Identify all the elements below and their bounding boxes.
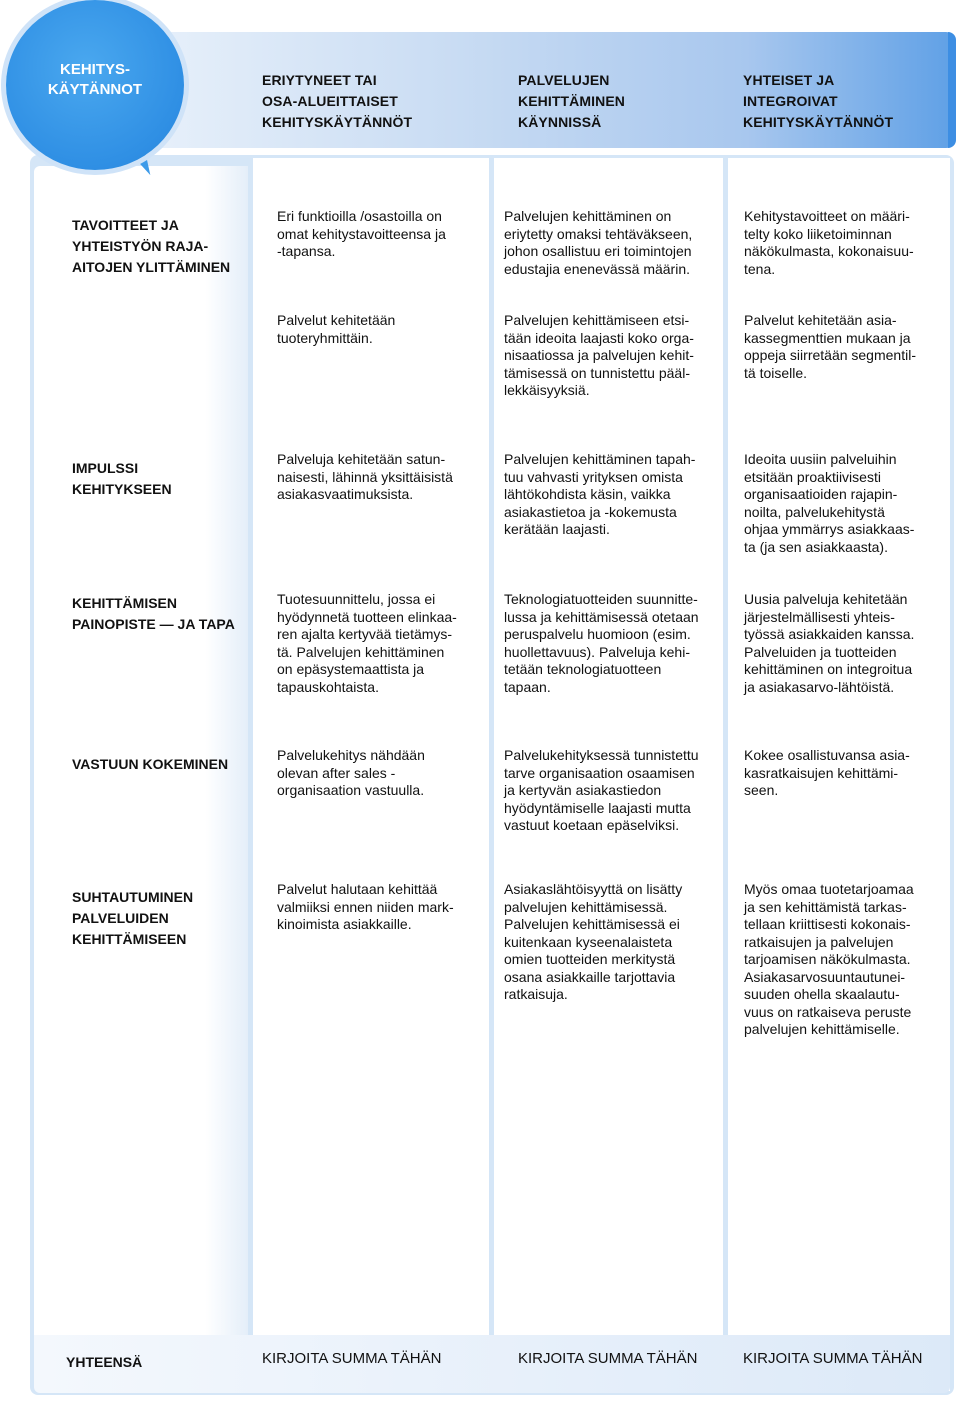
- cell-impulse-col3: Ideoita uusiin palveluihin etsitään proaktiivisesti organisaatioiden rajapin- noilta, palvelukehitystä ohjaa ymmärrys asiakkaas- ta (ja sen asiakkaasta).: [744, 451, 915, 555]
- cell-products-col2: Palvelujen kehittämiseen etsi- tään ideoita laajasti koko orga- nisaatiossa ja palvelujen kehit- tämisessä on tunnistettu pääl- lekkäisyyksiä.: [504, 312, 694, 398]
- cell-responsibility-col2: Palvelukehityksessä tunnistettu tarve organisaation osaamisen ja kertyvän asiakastiedon hyödyntämiselle laajasti mutta vastuut koetaan epäselviksi.: [504, 747, 699, 833]
- cell-responsibility-col3: Kokee osallistuvansa asia- kasratkaisujen kehittämi- seen.: [744, 747, 910, 798]
- row-label-responsibility: VASTUUN KOKEMINEN: [72, 756, 229, 772]
- bubble-title: KEHITYS- KÄYTÄNNOT: [47, 61, 143, 98]
- cell-impulse-col2: Palvelujen kehittäminen tapah- tuu vahvasti yrityksen omista lähtökohdista käsin, vaikka asiakastietoa ja -kokemusta kerätään laajasti.: [504, 451, 696, 537]
- cell-attitude-col2: Asiakaslähtöisyyttä on lisätty palvelujen kehittämisessä. Palvelujen kehittämisessä ei kuitenkaan kyseenalaisteta omien tuotteiden merkitystä osana asiakkaille tarjottavia ratkaisuja.: [504, 881, 683, 1002]
- footer-sum-field-1[interactable]: KIRJOITA SUMMA TÄHÄN: [262, 1350, 442, 1367]
- cell-goals-col1: Eri funktioilla /osastoilla on omat kehitystavoitteensa ja -tapansa.: [277, 208, 446, 259]
- footer-sum-field-3[interactable]: KIRJOITA SUMMA TÄHÄN: [743, 1350, 923, 1367]
- row-label-attitude: SUHTAUTUMINEN PALVELUIDEN KEHITTÄMISEEN: [72, 889, 194, 947]
- cell-goals-col2: Palvelujen kehittäminen on eriytetty omaksi tehtäväkseen, johon osallistuu eri toimintojen edustajia enenevässä määrin.: [504, 208, 693, 277]
- cell-attitude-col3: Myös omaa tuotetarjoamaa ja sen kehittämistä tarkas- tellaan kriittisesti kokonais- ratkaisujen ja palvelujen tarjoamisen näkökulmasta. Asiakasarvosuuntautunei- suuden ohella skaalautu- vuus on ratkaiseva peruste palvelujen kehittämiselle.: [744, 881, 914, 1037]
- footer-total-label: YHTEENSÄ: [66, 1354, 143, 1370]
- cell-responsibility-col1: Palvelukehitys nähdään olevan after sales - organisaation vastuulla.: [277, 747, 425, 798]
- cell-focus-col2: Teknologiatuotteiden suunnitte- lussa ja kehittämisessä otetaan peruspalvelu huomioon (esim. huollettavuus). Palveluja kehi- tetään teknologiatuotteen tapaan.: [504, 591, 699, 695]
- header-column-3: YHTEISET JA INTEGROIVAT KEHITYSKÄYTÄNNÖT: [743, 72, 894, 130]
- header-column-1: ERIYTYNEET TAI OSA-ALUEITTAISET KEHITYSKÄYTÄNNÖT: [262, 72, 413, 130]
- cell-products-col3: Palvelut kehitetään asia- kassegmenttien mukaan ja oppeja siirretään segmentil- tä toiselle.: [744, 312, 916, 381]
- row-label-goals: TAVOITTEET JA YHTEISTYÖN RAJA- AITOJEN YLITTÄMINEN: [72, 217, 231, 275]
- row-label-column: [34, 166, 248, 1391]
- cell-impulse-col1: Palveluja kehitetään satun- naisesti, lähinnä yksittäisistä asiakasvaatimuksista.: [277, 451, 453, 502]
- row-label-focus: KEHITTÄMISEN PAINOPISTE — JA TAPA: [72, 595, 235, 632]
- footer-sum-field-2[interactable]: KIRJOITA SUMMA TÄHÄN: [518, 1350, 698, 1367]
- cell-focus-col3: Uusia palveluja kehitetään järjestelmällisesti yhteis- työssä asiakkaiden kanssa. Palveluiden ja tuotteiden kehittäminen on integroitua ja asiakasarvo-lähtöistä.: [744, 591, 915, 695]
- header-column-2: PALVELUJEN KEHITTÄMINEN KÄYNNISSÄ: [518, 72, 625, 130]
- cell-attitude-col1: Palvelut halutaan kehittää valmiiksi ennen niiden mark- kinoimista asiakkaille.: [277, 881, 454, 932]
- cell-focus-col1: Tuotesuunnittelu, jossa ei hyödynnetä tuotteen elinkaa- ren ajalta kertyvää tietämys- tä. Palvelujen kehittäminen on epäsystemaattista ja tapauskohtaista.: [277, 591, 457, 695]
- row-label-impulse: IMPULSSI KEHITYKSEEN: [72, 460, 172, 497]
- cell-goals-col3: Kehitystavoitteet on määri- telty koko liiketoiminnan näkökulmasta, kokonaisuu- tena.: [744, 208, 914, 277]
- cell-products-col1: Palvelut kehitetään tuoteryhmittäin.: [277, 312, 396, 346]
